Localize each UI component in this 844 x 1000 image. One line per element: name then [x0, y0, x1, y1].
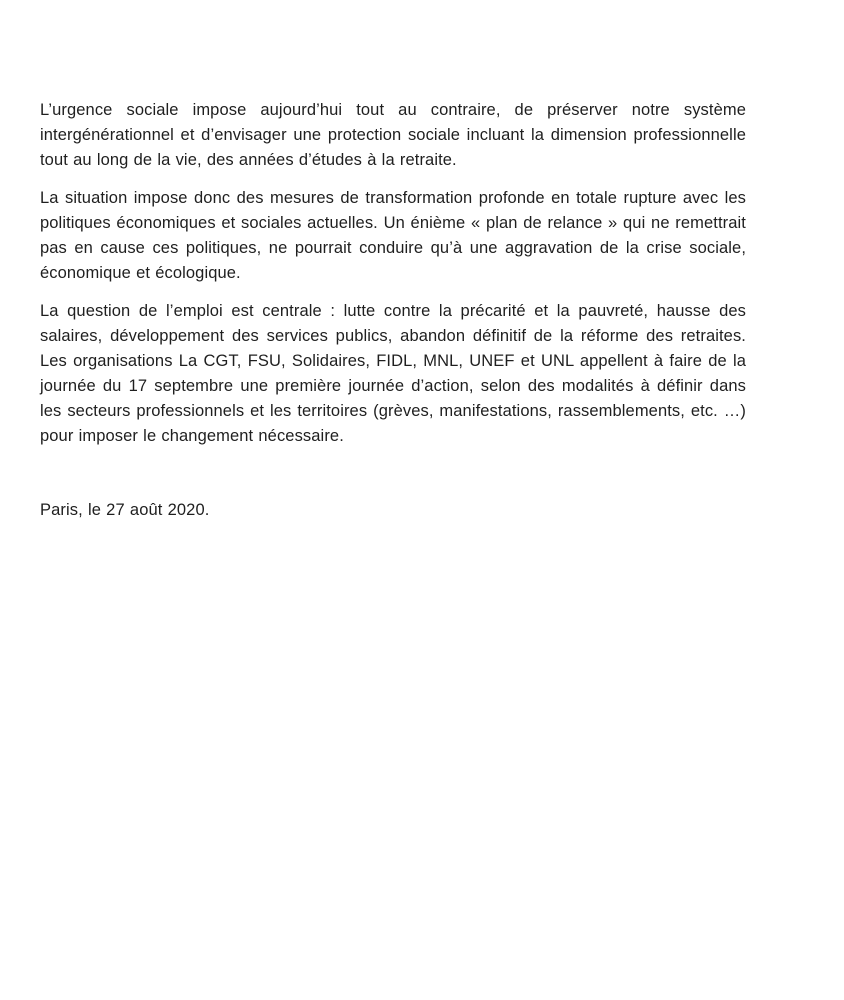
dateline: Paris, le 27 août 2020.: [40, 501, 210, 519]
paragraph-urgence-sociale: L’urgence sociale impose aujourd’hui tout au contraire, de préserver notre système intergénérationnel et d’envisager une protection sociale incluant la dimension professionnelle tout au long de la vie, des années d’études à la retraite.: [40, 101, 746, 169]
paragraph-question-emploi: La question de l’emploi est centrale : lutte contre la précarité et la pauvreté, hausse des salaires, développement des services publics, abandon définitif de la réforme des retraites. Les organisations La CGT, FSU, Solidaires, FIDL, MNL, UNEF et UNL appellent à faire de la journée du 17 septembre une première journée d’action, selon des modalités à définir dans les secteurs professionnels et les territoires (grèves, manifestations, rassemblements, etc. …) pour imposer le changement nécessaire.: [40, 302, 746, 445]
paragraph-situation-mesures: La situation impose donc des mesures de transformation profonde en totale rupture avec les politiques économiques et sociales actuelles. Un énième « plan de relance » qui ne remettrait pas en cause ces politiques, ne pourrait conduire qu’à une aggravation de la crise sociale, économique et écologique.: [40, 189, 746, 282]
